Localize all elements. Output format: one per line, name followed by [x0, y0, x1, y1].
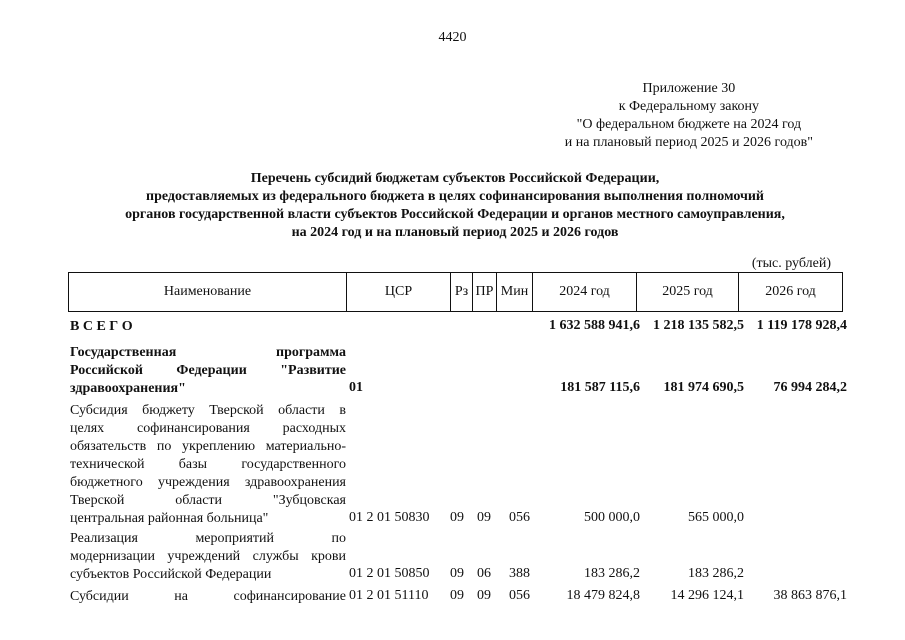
row-value-2026: 38 863 876,1 [773, 588, 847, 603]
row-name-line: Российской Федерации "Развитие [70, 363, 346, 378]
row-value-2024: 1 632 588 941,6 [549, 318, 640, 333]
header-pr: ПР [473, 273, 497, 312]
row-csr: 01 2 01 51110 [349, 588, 429, 603]
row-name-line: Субсидия бюджету Тверской области в [70, 403, 346, 418]
row-name-line: центральная районная больница" [70, 511, 269, 526]
row-value-2026: 76 994 284,2 [773, 380, 847, 395]
table-header [68, 272, 843, 312]
header-min: Мин [497, 273, 533, 312]
units-label: (тыс. рублей) [751, 256, 831, 271]
row-value-2024: 181 587 115,6 [560, 380, 640, 395]
row-value-2025: 1 218 135 582,5 [653, 318, 744, 333]
row-name [70, 402, 346, 528]
row-name-line: технической базы государственного [70, 457, 346, 472]
title-line: Перечень субсидий бюджетам субъектов Российской Федерации, [250, 171, 660, 186]
row-name-line: модернизации учреждений службы крови [70, 549, 346, 564]
row-value-2026: 1 119 178 928,4 [756, 318, 847, 333]
appendix-caption [565, 80, 813, 152]
row-csr: 01 2 01 50830 [349, 510, 430, 525]
row-name-line: субъектов Российской Федерации [70, 567, 272, 582]
row-value-2025: 181 974 690,5 [663, 380, 744, 395]
row-rz: 09 [450, 566, 464, 581]
row-name [70, 344, 346, 398]
row-name-line: Государственная программа [70, 345, 346, 360]
title-line: органов государственной власти субъектов Российской Федерации и органов местного самоуправления, [125, 207, 785, 222]
row-value-2025: 565 000,0 [688, 510, 744, 525]
row-csr: 01 [349, 380, 363, 395]
row-min: 388 [509, 566, 530, 581]
title-line: предоставляемых из федерального бюджета в целях софинансирования выполнения полномочий [146, 189, 764, 204]
row-name-line: бюджетного учреждения здравоохранения [70, 475, 346, 490]
row-value-2024: 18 479 824,8 [566, 588, 640, 603]
appendix-line: "О федеральном бюджете на 2024 год [576, 117, 802, 132]
row-name-line: обязательств по укреплению материально- [70, 439, 346, 454]
row-name [70, 318, 346, 336]
row-pr: 09 [477, 510, 491, 525]
title-line: на 2024 год и на плановый период 2025 и 2026 годов [291, 225, 619, 240]
row-name-line: здравоохранения" [70, 381, 186, 396]
row-csr: 01 2 01 50850 [349, 566, 430, 581]
row-name-line: Тверской области "Зубцовская [70, 493, 346, 508]
row-min: 056 [509, 588, 530, 603]
appendix-line: и на плановый период 2025 и 2026 годов" [564, 135, 813, 150]
row-name-line: В С Е Г О [70, 319, 133, 334]
row-name-line: Субсидии на софинансирование [70, 589, 346, 604]
appendix-line: Приложение 30 [642, 81, 736, 96]
document-title [40, 170, 870, 242]
header-2026: 2026 год [739, 273, 843, 312]
row-pr: 06 [477, 566, 491, 581]
row-name-line: целях софинансирования расходных [70, 421, 346, 436]
appendix-line: к Федеральному закону [618, 99, 760, 114]
row-value-2024: 183 286,2 [584, 566, 640, 581]
row-name [70, 530, 346, 584]
header-2024: 2024 год [533, 273, 637, 312]
row-value-2024: 500 000,0 [584, 510, 640, 525]
row-min: 056 [509, 510, 530, 525]
row-name [70, 588, 346, 606]
row-name-line: Реализация мероприятий по [70, 531, 346, 546]
header-csr: ЦСР [347, 273, 451, 312]
row-rz: 09 [450, 588, 464, 603]
header-name: Наименование [69, 273, 347, 312]
row-pr: 09 [477, 588, 491, 603]
header-2025: 2025 год [637, 273, 739, 312]
row-value-2025: 14 296 124,1 [670, 588, 744, 603]
row-rz: 09 [450, 510, 464, 525]
header-rz: Рз [451, 273, 473, 312]
row-value-2025: 183 286,2 [688, 566, 744, 581]
page-number: 4420 [438, 30, 467, 45]
